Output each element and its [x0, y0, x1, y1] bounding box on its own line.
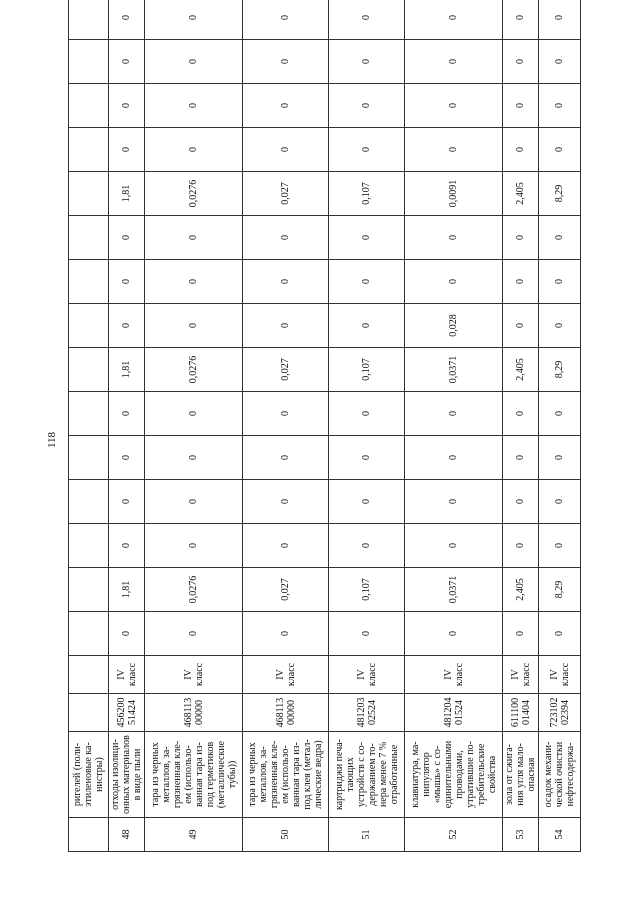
value-cell: 0,028 — [405, 304, 503, 348]
fkko-code: 481204 01524 — [405, 694, 503, 732]
value-cell — [69, 524, 109, 568]
value-cell — [69, 128, 109, 172]
value-cell: 0,107 — [329, 568, 405, 612]
value-cell: 0 — [243, 480, 329, 524]
value-cell: 0 — [145, 612, 243, 656]
value-cell: 0 — [145, 0, 243, 40]
value-cell: 0 — [329, 0, 405, 40]
value-cell: 0 — [539, 524, 581, 568]
value-cell — [69, 568, 109, 612]
value-cell: 0 — [503, 524, 539, 568]
value-cell: 0,0276 — [145, 172, 243, 216]
value-cell: 0,0371 — [405, 568, 503, 612]
row-number: 49 — [145, 818, 243, 852]
value-cell: 0 — [503, 40, 539, 84]
value-cell: 0 — [109, 436, 145, 480]
value-cell: 2,405 — [503, 568, 539, 612]
value-cell: 0 — [539, 260, 581, 304]
value-cell: 0 — [243, 84, 329, 128]
waste-name: тара из черных металлов, за- грязненная кле- ем (использо- ванная тара из- под клея (метал- лические ведра) — [243, 732, 329, 818]
value-cell — [69, 40, 109, 84]
row-number: 48 — [109, 818, 145, 852]
value-cell: 0 — [405, 84, 503, 128]
value-cell — [69, 612, 109, 656]
value-cell: 0 — [145, 436, 243, 480]
value-cell: 0 — [539, 84, 581, 128]
value-cell: 0 — [329, 260, 405, 304]
value-cell: 0 — [405, 0, 503, 40]
waste-name: ригелей (поли- этиленовые ка- нистры) — [69, 732, 109, 818]
value-cell: 0 — [109, 392, 145, 436]
fkko-code: 723102 02394 — [539, 694, 581, 732]
value-cell: 0,027 — [243, 348, 329, 392]
value-cell: 0 — [243, 304, 329, 348]
value-cell: 0,0276 — [145, 568, 243, 612]
value-cell: 0,0276 — [145, 348, 243, 392]
value-cell: 0 — [503, 612, 539, 656]
fkko-code: 481203 02524 — [329, 694, 405, 732]
value-cell: 0 — [109, 524, 145, 568]
row-number: 53 — [503, 818, 539, 852]
value-cell: 0 — [243, 0, 329, 40]
value-cell: 0 — [109, 304, 145, 348]
value-cell: 0 — [503, 216, 539, 260]
value-cell: 0 — [109, 128, 145, 172]
value-cell: 0 — [109, 260, 145, 304]
value-cell: 0 — [539, 304, 581, 348]
value-cell: 0 — [329, 216, 405, 260]
value-cell: 0 — [405, 260, 503, 304]
hazard-class: IV класс — [503, 656, 539, 694]
value-cell: 0 — [145, 524, 243, 568]
value-cell: 2,405 — [503, 348, 539, 392]
value-cell: 0 — [539, 392, 581, 436]
value-cell: 0 — [109, 612, 145, 656]
row-number: 52 — [405, 818, 503, 852]
value-cell: 0 — [329, 128, 405, 172]
table-row — [145, 0, 243, 852]
fkko-code: 468113 00000 — [243, 694, 329, 732]
value-cell: 0 — [329, 480, 405, 524]
value-cell: 0 — [539, 128, 581, 172]
table-body — [69, 0, 581, 852]
hazard-class: IV класс — [145, 656, 243, 694]
value-cell: 0 — [243, 40, 329, 84]
value-cell: 0 — [243, 392, 329, 436]
waste-table — [68, 0, 581, 852]
value-cell: 0 — [243, 260, 329, 304]
hazard-class: IV класс — [405, 656, 503, 694]
value-cell — [69, 480, 109, 524]
value-cell: 8,29 — [539, 568, 581, 612]
value-cell: 0,107 — [329, 348, 405, 392]
value-cell: 8,29 — [539, 172, 581, 216]
table-row — [243, 0, 329, 852]
value-cell: 0 — [405, 40, 503, 84]
value-cell: 0 — [243, 436, 329, 480]
value-cell: 0 — [503, 84, 539, 128]
value-cell: 0 — [539, 216, 581, 260]
value-cell — [69, 392, 109, 436]
value-cell: 0 — [145, 260, 243, 304]
value-cell: 0 — [243, 524, 329, 568]
row-number: 51 — [329, 818, 405, 852]
value-cell: 0 — [503, 260, 539, 304]
value-cell: 0 — [329, 40, 405, 84]
value-cell — [69, 436, 109, 480]
table-row — [329, 0, 405, 852]
value-cell: 0 — [503, 436, 539, 480]
value-cell: 0 — [503, 0, 539, 40]
value-cell: 0 — [329, 392, 405, 436]
value-cell: 0 — [503, 304, 539, 348]
value-cell: 0 — [405, 216, 503, 260]
value-cell: 0 — [145, 392, 243, 436]
fkko-code: 468113 00000 — [145, 694, 243, 732]
value-cell: 0,027 — [243, 172, 329, 216]
value-cell: 0 — [503, 128, 539, 172]
value-cell: 0 — [109, 480, 145, 524]
value-cell — [69, 348, 109, 392]
value-cell: 0,0371 — [405, 348, 503, 392]
value-cell: 0 — [539, 40, 581, 84]
value-cell: 0 — [329, 436, 405, 480]
value-cell: 1,81 — [109, 348, 145, 392]
value-cell: 0 — [145, 40, 243, 84]
value-cell: 0 — [145, 84, 243, 128]
value-cell: 0 — [405, 480, 503, 524]
value-cell — [69, 260, 109, 304]
hazard-class: IV класс — [539, 656, 581, 694]
value-cell: 0 — [109, 216, 145, 260]
value-cell — [69, 84, 109, 128]
value-cell: 0 — [503, 480, 539, 524]
value-cell: 0 — [405, 436, 503, 480]
value-cell: 0 — [329, 524, 405, 568]
value-cell: 0,027 — [243, 568, 329, 612]
value-cell: 0 — [145, 480, 243, 524]
value-cell: 0 — [243, 128, 329, 172]
value-cell: 1,81 — [109, 568, 145, 612]
waste-name: осадок механи- ческой очистки нефтесодержа- — [539, 732, 581, 818]
fkko-code — [69, 694, 109, 732]
value-cell: 0,0091 — [405, 172, 503, 216]
table-row — [539, 0, 581, 852]
value-cell: 0,107 — [329, 172, 405, 216]
waste-name: отходы изоляци- онных материалов в виде пыли — [109, 732, 145, 818]
value-cell: 0 — [405, 128, 503, 172]
value-cell — [69, 304, 109, 348]
hazard-class: IV класс — [109, 656, 145, 694]
hazard-class: IV класс — [243, 656, 329, 694]
row-number: 50 — [243, 818, 329, 852]
value-cell: 0 — [539, 612, 581, 656]
value-cell: 0 — [539, 436, 581, 480]
value-cell: 0 — [503, 392, 539, 436]
value-cell: 0 — [109, 84, 145, 128]
value-cell: 0 — [145, 304, 243, 348]
hazard-class: IV класс — [329, 656, 405, 694]
value-cell: 0 — [145, 128, 243, 172]
fkko-code: 611100 01404 — [503, 694, 539, 732]
waste-name: клавиатура, ма- нипулятор «мышь» с со- единительными проводами, утратившие по- требительские свойства — [405, 732, 503, 818]
value-cell — [69, 216, 109, 260]
rotated-table-wrapper — [68, 15, 576, 852]
value-cell: 0 — [243, 612, 329, 656]
table-row — [109, 0, 145, 852]
value-cell: 0 — [539, 480, 581, 524]
table-row — [503, 0, 539, 852]
value-cell: 0 — [109, 0, 145, 40]
page-number: 118 — [46, 431, 58, 449]
table-row — [69, 0, 109, 852]
value-cell: 2,405 — [503, 172, 539, 216]
waste-name: зола от сжига- ния угля мало- опасная — [503, 732, 539, 818]
value-cell — [69, 0, 109, 40]
waste-name: тара из черных металлов, за- грязненная кле- ем (использо- ванная тара из- под герметиков (металлические тубы)) — [145, 732, 243, 818]
value-cell: 1,81 — [109, 172, 145, 216]
table-row — [405, 0, 503, 852]
value-cell: 0 — [405, 524, 503, 568]
value-cell: 0 — [243, 216, 329, 260]
value-cell: 0 — [109, 40, 145, 84]
value-cell: 0 — [329, 84, 405, 128]
row-number — [69, 818, 109, 852]
fkko-code: 456200 51424 — [109, 694, 145, 732]
hazard-class — [69, 656, 109, 694]
value-cell — [69, 172, 109, 216]
value-cell: 0 — [405, 612, 503, 656]
value-cell: 0 — [539, 0, 581, 40]
value-cell: 0 — [329, 304, 405, 348]
waste-name: картриджи печа- тающих устройств с со- держанием то- нера менее 7 % отработанные — [329, 732, 405, 818]
value-cell: 0 — [145, 216, 243, 260]
value-cell: 0 — [405, 392, 503, 436]
value-cell: 0 — [329, 612, 405, 656]
value-cell: 8,29 — [539, 348, 581, 392]
row-number: 54 — [539, 818, 581, 852]
